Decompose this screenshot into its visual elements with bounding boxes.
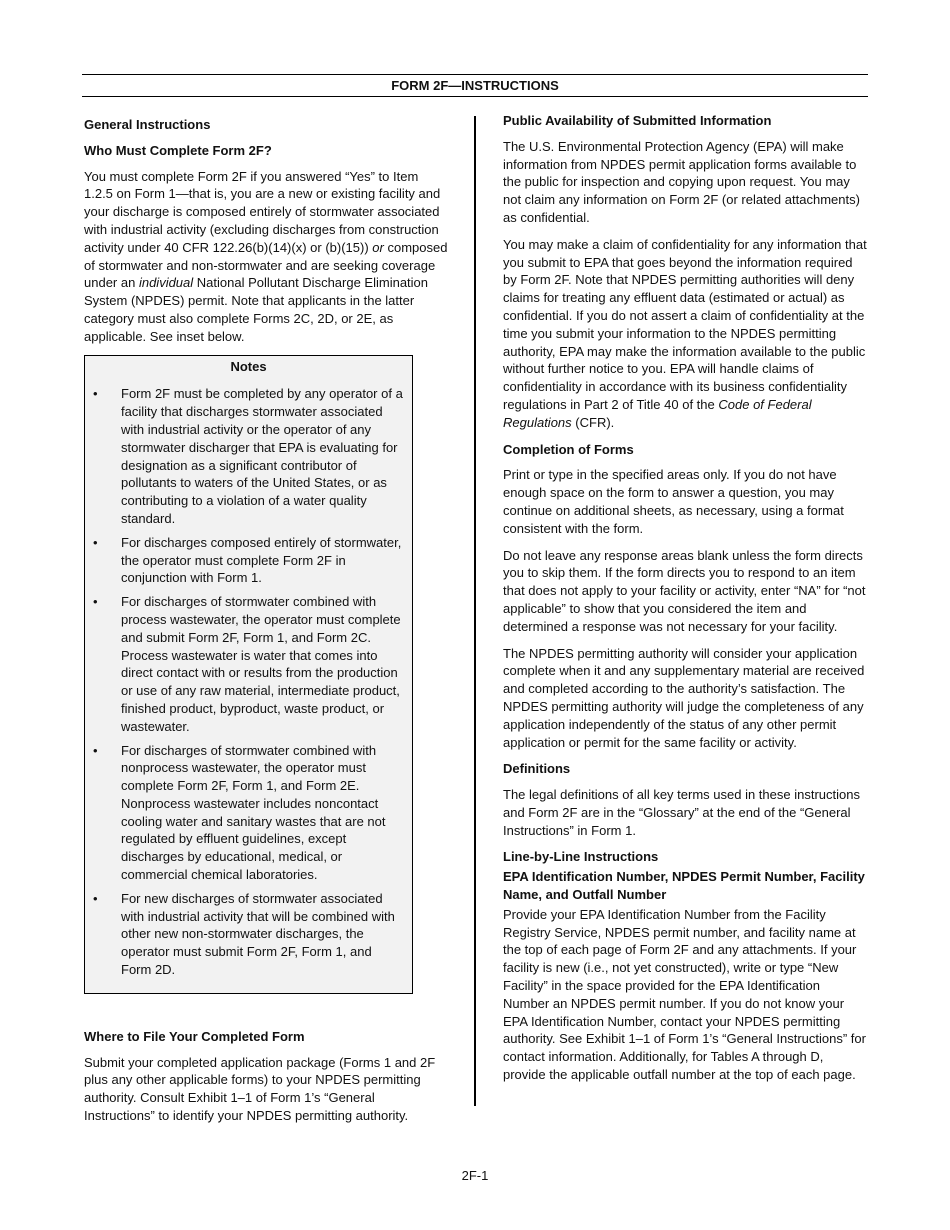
right-column xyxy=(503,112,868,1093)
notes-title: Notes xyxy=(230,358,267,374)
left-column xyxy=(84,116,448,1134)
page-number: 2F-1 xyxy=(461,1168,489,1183)
notes-item: • For new discharges of stormwater associated with industrial activity that will be combined with other new non-stormwater discharges, the operator must submit Form 2F, Form 1, and Form 2D. xyxy=(85,890,412,979)
epa-identification-paragraph: Provide your EPA Identification Number from the Facility Registry Service, NPDES permit number, and facility name at the top of each page of Form 2F and any attachments. If your facility is new (i.e., not yet constructed), write or type “New Facility” in the space provided for the EPA Identification Number an NPDES permit number. If you do not know your EPA Identification Number, contact your NPDES permitting authority. See Exhibit 1–1 of Form 1’s “General Instructions” for contact information. Additionally, for Tables A through D, provide the applicable outfall number at the top of each page. xyxy=(503,906,866,1083)
column-divider xyxy=(474,116,476,1106)
notes-inset xyxy=(84,355,413,994)
notes-list xyxy=(85,385,412,979)
notes-item: • For discharges of stormwater combined with nonprocess wastewater, the operator must complete Form 2F, Form 1, and Form 2E. Nonprocess wastewater includes noncontact cooling water and sanitary wastes that are not regulated by effluent guidelines, except discharges by educational, medical, or commercial chemical laboratories. xyxy=(85,742,412,884)
public-availability-paragraph: The U.S. Environmental Protection Agency (EPA) will make information from NPDES permit application forms available to the public for inspection and copying upon request. You may not claim any information on Form 2F (or related attachments) as confidential. xyxy=(503,138,860,225)
general-instructions-heading: General Instructions xyxy=(84,117,211,132)
confidentiality-paragraph: You may make a claim of confidentiality for any information that you submit to EPA that goes beyond the information required by Form 2F. Note that NPDES permitting authorities will deny claims for treating any effluent data (estimated or actual) as confidential. If you do not assert a claim of confidentiality at the time you submit your information to the NPDES permitting authority, EPA may make the information available to the public without further notice to you. EPA will handle claims of confidentiality in accordance with its business confidentiality regulations in Part 2 of Title 40 of the Code of Federal Regulations (CFR). xyxy=(503,236,867,430)
notes-item: • For discharges of stormwater combined with process wastewater, the operator must complete and submit Form 2F, Form 1, and Form 2C. Process wastewater is water that comes into direct contact with or results from the production or use of any raw material, intermediate product, finished product, byproduct, waste product, or wastewater. xyxy=(85,593,412,735)
who-must-complete-heading: Who Must Complete Form 2F? xyxy=(84,142,272,158)
line-by-line-heading: Line-by-Line Instructions xyxy=(503,849,659,865)
notes-item: • For discharges composed entirely of stormwater, the operator must complete Form 2F in conjunction with Form 1. xyxy=(85,534,412,587)
definitions-paragraph: The legal definitions of all key terms used in these instructions and Form 2F are in the “Glossary” at the end of the “General Instructions” in Form 1. xyxy=(503,787,860,838)
public-availability-heading: Public Availability of Submitted Information xyxy=(503,113,772,128)
notes-item: • Form 2F must be completed by any operator of a facility that discharges stormwater associated with industrial activity or the operator of any stormwater discharger that EPA is evaluating for designation as a significant contributor of pollutants to waters of the United States, or as contributing to a violation of a water quality standard. xyxy=(85,385,412,527)
application-complete-paragraph: The NPDES permitting authority will consider your application complete when it and any supplementary material are received and completed according to the authority’s satisfaction. The NPDES permitting authority will judge the completeness of any application independently of the status of any other permit application or permit for the same facility or activity. xyxy=(503,645,865,750)
definitions-heading: Definitions xyxy=(503,761,571,777)
epa-identification-heading: EPA Identification Number, NPDES Permit Number, Facility Name, and Outfall Number xyxy=(503,869,865,903)
page-title: FORM 2F—INSTRUCTIONS xyxy=(82,74,868,97)
completion-paragraph: Print or type in the specified areas only. If you do not have enough space on the form to answer a question, you may continue on additional sheets, as necessary, using a format consistent with the form. xyxy=(503,467,844,536)
where-to-file-paragraph: Submit your completed application package (Forms 1 and 2F plus any other applicable forms) to your NPDES permitting authority. Consult Exhibit 1–1 of Form 1’s “General Instructions” to identify your NPDES permitting authority. xyxy=(84,1054,436,1124)
response-areas-paragraph: Do not leave any response areas blank unless the form directs you to skip them. If the form directs you to respond to an item that does not apply to your facility or activity, enter “NA” for “not applicable” to show that you considered the item and determined a response was not necessary for your facility. xyxy=(503,547,866,634)
where-to-file-heading: Where to File Your Completed Form xyxy=(84,1028,305,1044)
who-must-complete-paragraph: You must complete Form 2F if you answered “Yes” to Item 1.2.5 on Form 1—that is, you are a new or existing facility and your discharge is composed entirely of stormwater associated with industrial activity (excluding discharges from construction activity under 40 CFR 122.26(b)(14)(x) or (b)(15)) or composed of stormwater and non-stormwater and are seeking coverage under an individual National Pollutant Discharge Elimination System (NPDES) permit. Note that applicants in the latter category must also complete Forms 2C, 2D, or 2E, as applicable. See inset below. xyxy=(84,168,448,344)
completion-of-forms-heading: Completion of Forms xyxy=(503,441,634,457)
